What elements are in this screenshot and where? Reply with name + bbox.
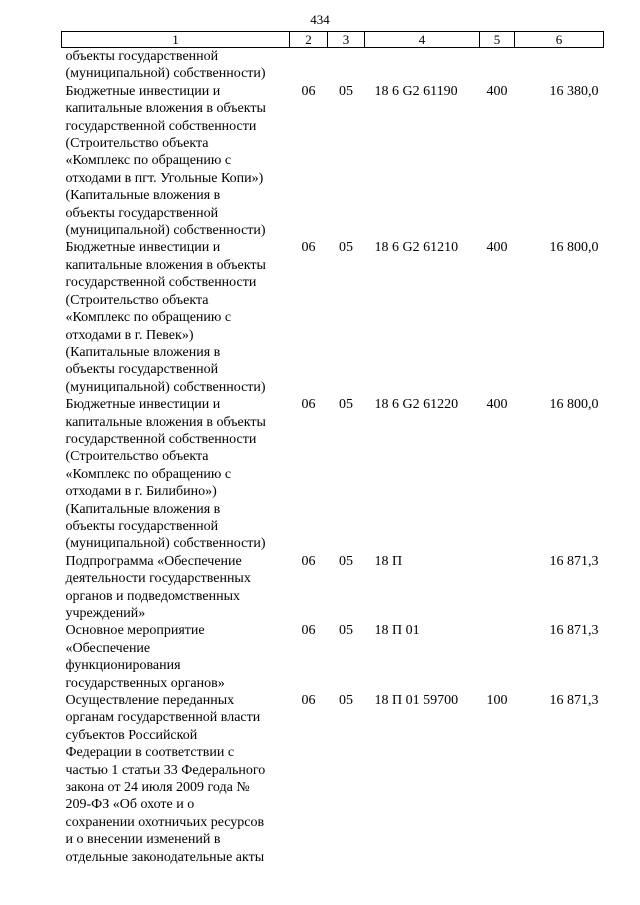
row-podrazdel: 05 bbox=[339, 240, 353, 256]
row-podrazdel: 05 bbox=[339, 553, 353, 569]
table-body bbox=[62, 48, 604, 867]
table-row bbox=[62, 396, 604, 553]
header-col-4: 4 bbox=[365, 32, 480, 48]
row-name: Основное мероприятие «Обеспечение функционирования государственных органов» bbox=[65, 623, 225, 691]
header-col-2: 2 bbox=[290, 32, 328, 48]
row-razdel: 06 bbox=[301, 240, 316, 256]
row-target: 18 П 01 59700 bbox=[374, 693, 459, 709]
table-row bbox=[62, 239, 604, 396]
row-podrazdel bbox=[328, 48, 365, 83]
row-vid: 100 bbox=[486, 693, 508, 709]
row-name: Осуществление переданных органам государственной власти субъектов Российской Федерации в соответствии с частью 1 статьи 33 Федерального закона от 24 июля 2009 года № 209-ФЗ «Об охоте и о сохранении охотничьих ресурсов и о внесении изменений в отдельные законодательные акты bbox=[65, 693, 266, 865]
row-podrazdel: 05 bbox=[339, 693, 353, 709]
row-razdel: 06 bbox=[301, 623, 316, 639]
row-vid bbox=[480, 553, 515, 623]
row-vid: 400 bbox=[486, 240, 508, 256]
row-razdel: 06 bbox=[301, 83, 316, 99]
row-target: 18 6 G2 61210 bbox=[374, 240, 459, 256]
row-podrazdel: 05 bbox=[339, 83, 353, 99]
row-vid bbox=[480, 622, 515, 692]
row-vid: 400 bbox=[486, 397, 508, 413]
row-target: 18 6 G2 61190 bbox=[374, 83, 458, 99]
table-row bbox=[62, 83, 604, 240]
header-col-6: 6 bbox=[515, 32, 604, 48]
row-razdel bbox=[290, 48, 328, 83]
row-target: 18 6 G2 61220 bbox=[374, 397, 459, 413]
row-podrazdel: 05 bbox=[339, 623, 353, 639]
row-podrazdel: 05 bbox=[339, 397, 353, 413]
row-razdel: 06 bbox=[301, 553, 316, 569]
row-name: Бюджетные инвестиции и капитальные вложения в объекты государственной собственности (Строительство объекта «Комплекс по обращению с отходами в г. Билибино») (Капитальные вложения в объекты государственной (муниципальной) собственности) bbox=[65, 397, 266, 552]
table-row bbox=[62, 48, 604, 83]
table-header bbox=[62, 32, 604, 48]
row-sum: 16 871,3 bbox=[549, 693, 599, 709]
row-target: 18 П bbox=[374, 553, 403, 569]
page-number: 434 bbox=[310, 12, 330, 27]
row-name: Подпрограмма «Обеспечение деятельности государственных органов и подведомственных учреждений» bbox=[65, 553, 251, 621]
header-row bbox=[62, 32, 604, 48]
table-row bbox=[62, 553, 604, 623]
row-sum: 16 871,3 bbox=[549, 553, 599, 569]
row-vid: 400 bbox=[486, 83, 508, 99]
header-col-5: 5 bbox=[480, 32, 515, 48]
row-sum bbox=[515, 48, 604, 83]
row-sum: 16 871,3 bbox=[549, 623, 599, 639]
row-name: Бюджетные инвестиции и капитальные вложения в объекты государственной собственности (Строительство объекта «Комплекс по обращению с отходами в пгт. Угольные Копи») (Капитальные вложения в объекты государственной (муниципальной) собственности) bbox=[65, 83, 266, 239]
row-razdel: 06 bbox=[301, 693, 316, 709]
row-sum: 16 800,0 bbox=[549, 397, 599, 413]
table-row bbox=[62, 622, 604, 692]
row-name: объекты государственной (муниципальной) собственности) bbox=[65, 49, 266, 82]
header-col-1: 1 bbox=[62, 32, 290, 48]
header-col-3: 3 bbox=[328, 32, 365, 48]
row-target bbox=[365, 48, 480, 83]
row-target: 18 П 01 bbox=[374, 623, 420, 639]
row-razdel: 06 bbox=[301, 397, 316, 413]
table-row bbox=[62, 692, 604, 866]
row-sum: 16 800,0 bbox=[549, 240, 599, 256]
row-name: Бюджетные инвестиции и капитальные вложения в объекты государственной собственности (Строительство объекта «Комплекс по обращению с отходами в г. Певек») (Капитальные вложения в объекты государственной (муниципальной) собственности) bbox=[65, 240, 266, 395]
budget-table bbox=[61, 31, 604, 866]
row-sum: 16 380,0 bbox=[549, 83, 599, 99]
row-vid bbox=[480, 48, 515, 83]
